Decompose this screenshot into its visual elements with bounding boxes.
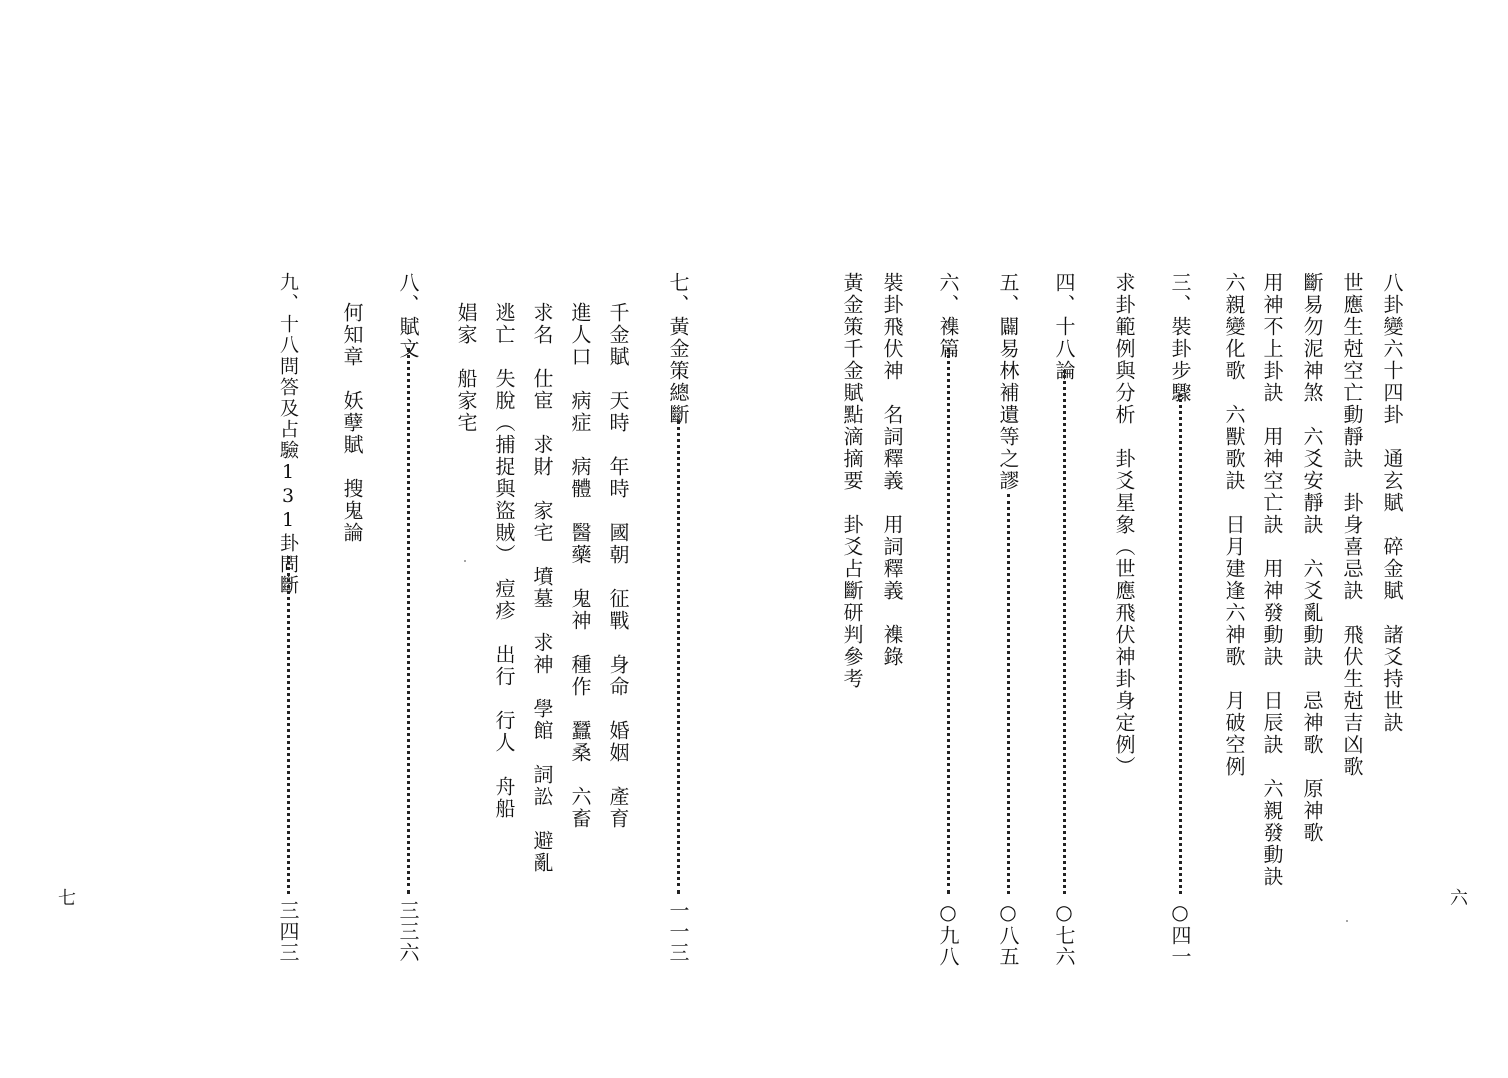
toc-section-column — [930, 272, 966, 982]
page-number[interactable]: ○九八 — [936, 900, 960, 967]
toc-section-column — [1046, 272, 1082, 982]
toc-section-column — [390, 272, 426, 982]
dot-leader — [947, 348, 950, 894]
page-number[interactable]: ○八五 — [996, 900, 1020, 967]
entry-text: 何知章 妖孽賦 搜鬼論 — [340, 302, 364, 544]
dot-leader — [1179, 394, 1182, 894]
right-page — [754, 0, 1508, 1078]
section-title[interactable]: 四、十八論 — [1052, 272, 1076, 382]
dot-leader — [407, 348, 410, 894]
toc-entry-column — [334, 272, 370, 982]
dot-leader — [1063, 370, 1066, 894]
page-number[interactable]: 一一三 — [666, 900, 690, 963]
dot-leader — [287, 556, 290, 894]
section-title[interactable]: 八、賦文 — [396, 272, 420, 360]
entry-text: 進人口 病症 病體 醫藥 鬼神 種作 蠶桑 六畜 — [568, 302, 592, 830]
toc-section-column — [270, 272, 306, 982]
toc-entry-column — [562, 272, 598, 982]
entry-text: 娼家 船家宅 — [454, 302, 478, 434]
entry-text: 黃金策千金賦點滴摘要 卦爻占斷研判參考 — [840, 272, 864, 690]
section-title[interactable]: 七、黃金策總斷 — [666, 272, 690, 426]
entry-text: 千金賦 天時 年時 國朝 征戰 身命 婚姻 產育 — [606, 302, 630, 830]
section-title[interactable]: 六、襍篇 — [936, 272, 960, 360]
page-number[interactable]: ○七六 — [1052, 900, 1076, 967]
toc-entry-column — [1334, 272, 1370, 982]
entry-text: 八卦變六十四卦 通玄賦 碎金賦 諸爻持世訣 — [1380, 272, 1404, 734]
entry-text: 求卦範例與分析 卦爻星象（世應飛伏神卦身定例） — [1112, 272, 1136, 778]
toc-entry-column — [524, 272, 560, 982]
toc-entry-column — [834, 272, 870, 982]
toc-entry-column — [1374, 272, 1410, 982]
toc-entry-column — [874, 272, 910, 982]
dot-leader — [677, 420, 680, 894]
section-title[interactable]: 三、裝卦步驟 — [1168, 272, 1192, 404]
entry-text: 求名 仕宦 求財 家宅 墳墓 求神 學館 詞訟 避亂 — [530, 302, 554, 874]
section-title[interactable]: 五、闢易林補遺等之謬 — [996, 272, 1020, 492]
toc-section-column — [1162, 272, 1198, 982]
entry-text: 世應生尅空亡動靜訣 卦身喜忌訣 飛伏生尅吉凶歌 — [1340, 272, 1364, 778]
entry-text: 斷易勿泥神煞 六爻安靜訣 六爻亂動訣 忌神歌 原神歌 — [1300, 272, 1324, 844]
dot-leader — [1007, 494, 1010, 894]
toc-entry-column — [1216, 272, 1252, 982]
entry-text: 六親變化歌 六獸歌訣 日月建逢六神歌 月破空例 — [1222, 272, 1246, 778]
toc-entry-column — [1294, 272, 1330, 982]
page-number[interactable]: 三四三 — [276, 900, 300, 963]
entry-text: 逃亡 失脫（捕捉與盜賊） 痘疹 出行 行人 舟船 — [492, 302, 516, 820]
page-folio: 六 — [1447, 888, 1468, 906]
section-title[interactable]: 九、十八問答及占驗131卦問斷 — [277, 272, 299, 596]
toc-section-column — [990, 272, 1026, 982]
scan-speck — [1346, 920, 1348, 922]
toc-entry-column — [486, 272, 522, 982]
scan-speck — [464, 560, 466, 562]
entry-text: 裝卦飛伏神 名詞釋義 用詞釋義 襍錄 — [880, 272, 904, 668]
page-number[interactable]: 三三六 — [396, 900, 420, 963]
toc-entry-column — [448, 272, 484, 982]
page-folio: 七 — [55, 888, 76, 906]
toc-entry-column — [1254, 272, 1290, 982]
page-number[interactable]: ○四一 — [1168, 900, 1192, 967]
toc-section-column — [660, 272, 696, 982]
toc-entry-column — [1106, 272, 1142, 982]
entry-text: 用神不上卦訣 用神空亡訣 用神發動訣 日辰訣 六親發動訣 — [1260, 272, 1284, 888]
toc-entry-column — [600, 272, 636, 982]
